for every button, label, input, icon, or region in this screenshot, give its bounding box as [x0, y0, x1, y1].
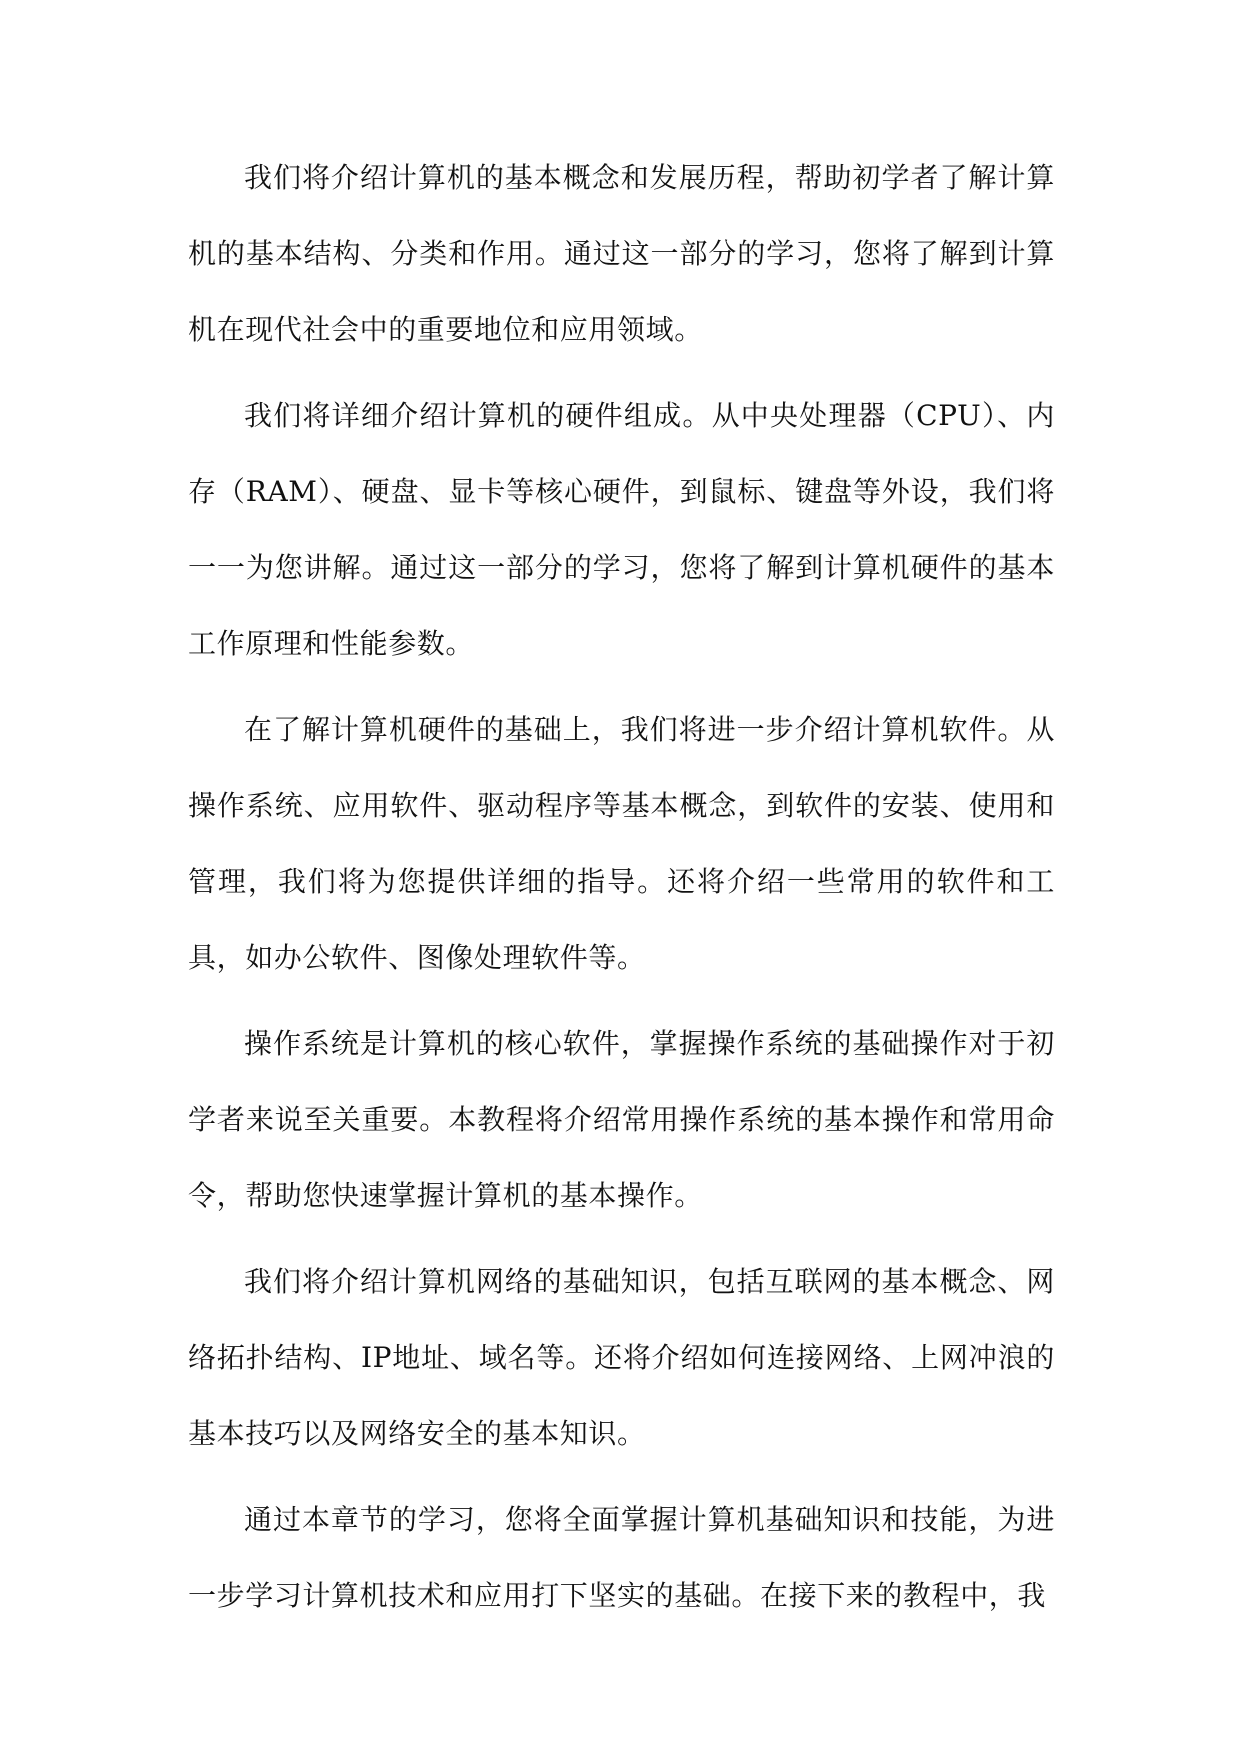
paragraph-software: 在了解计算机硬件的基础上，我们将进一步介绍计算机软件。从操作系统、应用软件、驱动程序等基本概念，到软件的安装、使用和管理，我们将为您提供详细的指导。还将介绍一些常用的软件和工具，如办公软件、图像处理软件等。 — [188, 713, 1055, 974]
document-body — [188, 140, 1055, 1644]
paragraph-operating-system: 操作系统是计算机的核心软件，掌握操作系统的基础操作对于初学者来说至关重要。本教程将介绍常用操作系统的基本操作和常用命令，帮助您快速掌握计算机的基本操作。 — [188, 1027, 1055, 1212]
paragraph-intro: 我们将介绍计算机的基本概念和发展历程，帮助初学者了解计算机的基本结构、分类和作用。通过这一部分的学习，您将了解到计算机在现代社会中的重要地位和应用领域。 — [188, 161, 1055, 346]
paragraph-network: 我们将介绍计算机网络的基础知识，包括互联网的基本概念、网络拓扑结构、IP地址、域名等。还将介绍如何连接网络、上网冲浪的基本技巧以及网络安全的基本知识。 — [188, 1265, 1055, 1450]
paragraph-summary: 通过本章节的学习，您将全面掌握计算机基础知识和技能，为进一步学习计算机技术和应用打下坚实的基础。在接下来的教程中，我 — [188, 1503, 1055, 1612]
paragraph-hardware: 我们将详细介绍计算机的硬件组成。从中央处理器（CPU）、内存（RAM）、硬盘、显卡等核心硬件，到鼠标、键盘等外设，我们将一一为您讲解。通过这一部分的学习，您将了解到计算机硬件的基本工作原理和性能参数。 — [188, 399, 1055, 660]
